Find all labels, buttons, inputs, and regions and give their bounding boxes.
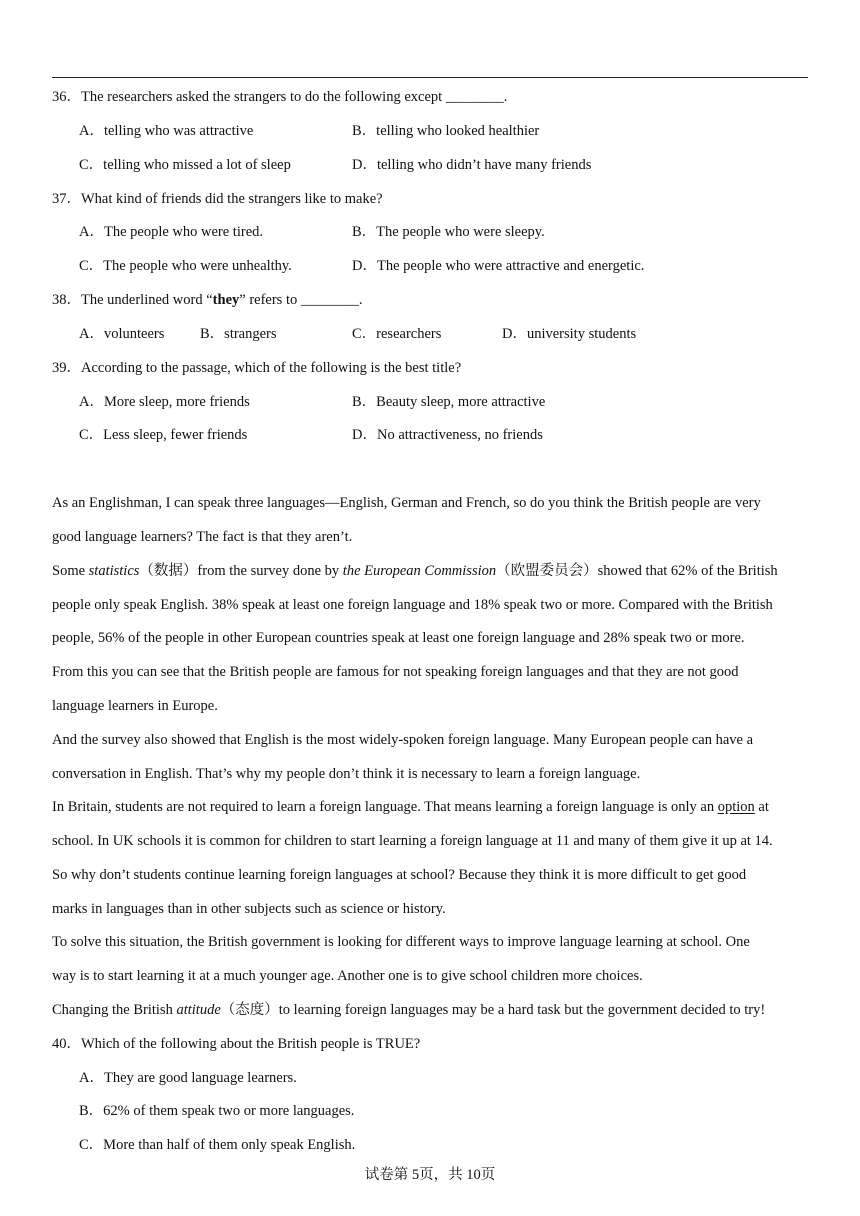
passage-line: school. In UK schools it is common for children to start learning a foreign language at 11 and many of them give it up at 14.	[52, 833, 773, 849]
question-40	[52, 1035, 420, 1053]
option-40-c[interactable]: C．More than half of them only speak English.	[79, 1137, 356, 1153]
passage-line: conversation in English. That’s why my people don’t think it is necessary to learn a foreign language.	[52, 766, 641, 782]
question-stem: The researchers asked the strangers to do the following except ________.	[81, 89, 508, 105]
option-36-a[interactable]: A．telling who was attractive	[79, 123, 254, 139]
passage-line	[52, 798, 769, 816]
question-number: 40．	[52, 1036, 81, 1052]
question-37	[52, 190, 383, 208]
option-39-d[interactable]: D．No attractiveness, no friends	[352, 427, 543, 443]
option-38-c[interactable]: C．researchers	[352, 326, 442, 342]
question-stem-post: ” refers to ________.	[239, 292, 363, 308]
option-40-a[interactable]: A．They are good language learners.	[79, 1070, 297, 1086]
question-number: 37．	[52, 191, 81, 207]
option-36-d[interactable]: D．telling who didn’t have many friends	[352, 157, 592, 173]
passage-text: （态度）to learning foreign languages may be a hard task but the government decided to try!	[220, 1002, 766, 1018]
question-stem: What kind of friends did the strangers like to make?	[81, 191, 383, 207]
header-rule	[52, 77, 808, 78]
question-38	[52, 291, 362, 309]
page-footer: 试卷第 5页，共 10页	[364, 1167, 496, 1183]
question-number: 38．	[52, 292, 81, 308]
passage-line: So why don’t students continue learning foreign languages at school? Because they think it is more difficult to get good	[52, 867, 747, 883]
passage-line: marks in languages than in other subjects such as science or history.	[52, 901, 446, 917]
passage-line: And the survey also showed that English is the most widely-spoken foreign language. Many European people can have a	[52, 732, 754, 748]
passage-line: good language learners? The fact is that they aren’t.	[52, 529, 353, 545]
passage-line	[52, 562, 778, 580]
passage-text: Some	[52, 563, 89, 579]
passage-text: Changing the British	[52, 1002, 177, 1018]
question-stem-bold: they	[212, 292, 240, 308]
passage-italic-term: the European Commission	[342, 563, 497, 579]
passage-line: As an Englishman, I can speak three languages—English, German and French, so do you think the British people are very	[52, 495, 761, 511]
passage-text: （数据）from the survey done by	[139, 563, 343, 579]
question-number: 39．	[52, 360, 81, 376]
option-38-a[interactable]: A．volunteers	[79, 326, 165, 342]
question-stem: According to the passage, which of the following is the best title?	[81, 360, 462, 376]
option-38-b[interactable]: B．strangers	[200, 326, 277, 342]
option-39-a[interactable]: A．More sleep, more friends	[79, 394, 250, 410]
passage-line: To solve this situation, the British government is looking for different ways to improve language learning at school. One	[52, 934, 750, 950]
passage-line: people only speak English. 38% speak at least one foreign language and 18% speak two or more. Compared with the British	[52, 597, 773, 613]
option-37-a[interactable]: A．The people who were tired.	[79, 224, 264, 240]
option-37-d[interactable]: D．The people who were attractive and energetic.	[352, 258, 645, 274]
passage-line: From this you can see that the British people are famous for not speaking foreign languages and that they are not good	[52, 664, 739, 680]
passage-line	[52, 1001, 765, 1019]
passage-text: （欧盟委员会）showed that 62% of the British	[496, 563, 778, 579]
passage-line: way is to start learning it at a much younger age. Another one is to give school children more choices.	[52, 968, 643, 984]
passage-italic-term: statistics	[88, 563, 140, 579]
option-38-d[interactable]: D．university students	[502, 326, 637, 342]
question-36	[52, 88, 507, 106]
option-36-b[interactable]: B．telling who looked healthier	[352, 123, 540, 139]
option-37-c[interactable]: C．The people who were unhealthy.	[79, 258, 292, 274]
underlined-word: option	[717, 799, 755, 815]
passage-italic-term: attitude	[176, 1002, 221, 1018]
question-39	[52, 359, 461, 377]
question-number: 36．	[52, 89, 81, 105]
question-stem-pre: The underlined word “	[81, 292, 213, 308]
passage-text: at	[754, 799, 769, 815]
option-37-b[interactable]: B．The people who were sleepy.	[352, 224, 545, 240]
option-39-b[interactable]: B．Beauty sleep, more attractive	[352, 394, 546, 410]
passage-text: In Britain, students are not required to learn a foreign language. That means learning a foreign language is only an	[52, 799, 718, 815]
option-40-b[interactable]: B．62% of them speak two or more languages.	[79, 1103, 355, 1119]
question-stem: Which of the following about the British people is TRUE?	[81, 1036, 421, 1052]
passage-line: people, 56% of the people in other European countries speak at least one foreign language and 28% speak two or more.	[52, 630, 745, 646]
option-39-c[interactable]: C．Less sleep, fewer friends	[79, 427, 248, 443]
passage-line: language learners in Europe.	[52, 698, 218, 714]
option-36-c[interactable]: C．telling who missed a lot of sleep	[79, 157, 291, 173]
